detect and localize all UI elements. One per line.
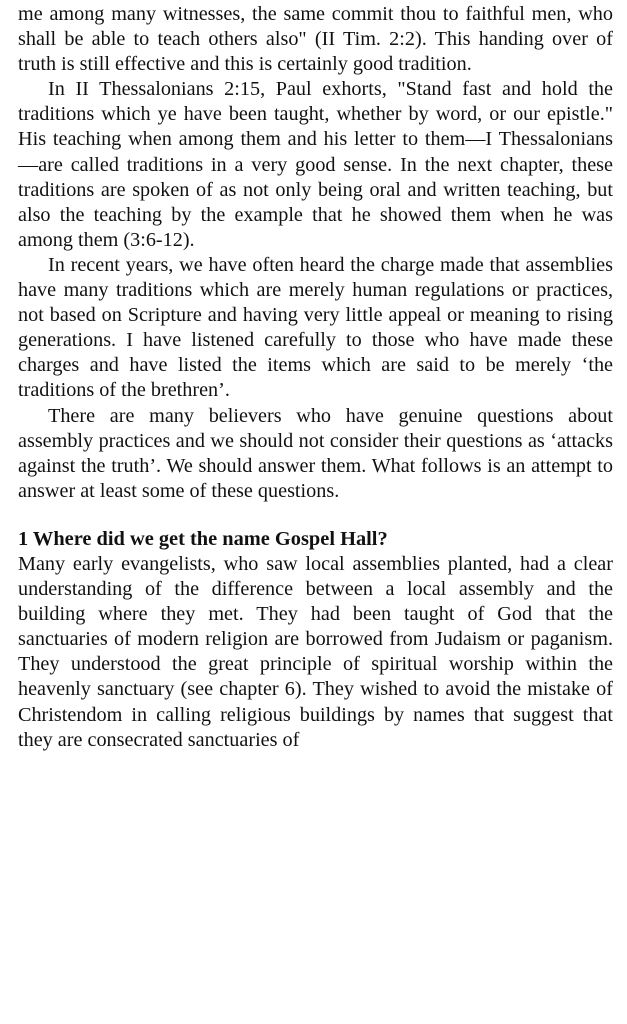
document-page <box>18 2 613 753</box>
paragraph-genuine-questions: There are many believers who have genuine questions about assembly practices and we should not consider their questions as ‘attacks against the truth’. We should answer them. What follows is an attempt to answer at least some of these questions. <box>18 404 613 502</box>
section-heading: 1 Where did we get the name Gospel Hall? <box>18 527 388 550</box>
section-body: Many early evangelists, who saw local assemblies planted, had a clear understanding of the difference between a local assembly and the building where they met. They had been taught of God that the sanctuaries of modern religion are borrowed from Judaism or paganism. They understood the great principle of spiritual worship within the heavenly sanctuary (see chapter 6). They wished to avoid the mistake of Christendom in calling religious buildings by names that suggest that they are consecrated sanctuaries of <box>18 552 613 751</box>
paragraph-recent-years: In recent years, we have often heard the charge made that assemblies have many traditions which are merely human regulations or practices, not based on Scripture and having very little appeal or meaning to rising generations. I have listened carefully to those who have made these charges and have listed the items which are said to be merely ‘the traditions of the brethren’. <box>18 253 613 402</box>
paragraph-thessalonians: In II Thessalonians 2:15, Paul exhorts, "Stand fast and hold the traditions which ye have been taught, whether by word, or our epistle." His teaching when among them and his letter to them—I Thessalonians—are called traditions in a very good sense. In the next chapter, these traditions are spoken of as not only being oral and written teaching, but also the teaching by the example that he showed them when he was among them (3:6-12). <box>18 78 613 251</box>
paragraph-continuation: me among many witnesses, the same commit thou to faithful men, who shall be able to teach others also" (II Tim. 2:2). This handing over of truth is still effective and this is certainly good tradition. <box>18 3 613 76</box>
